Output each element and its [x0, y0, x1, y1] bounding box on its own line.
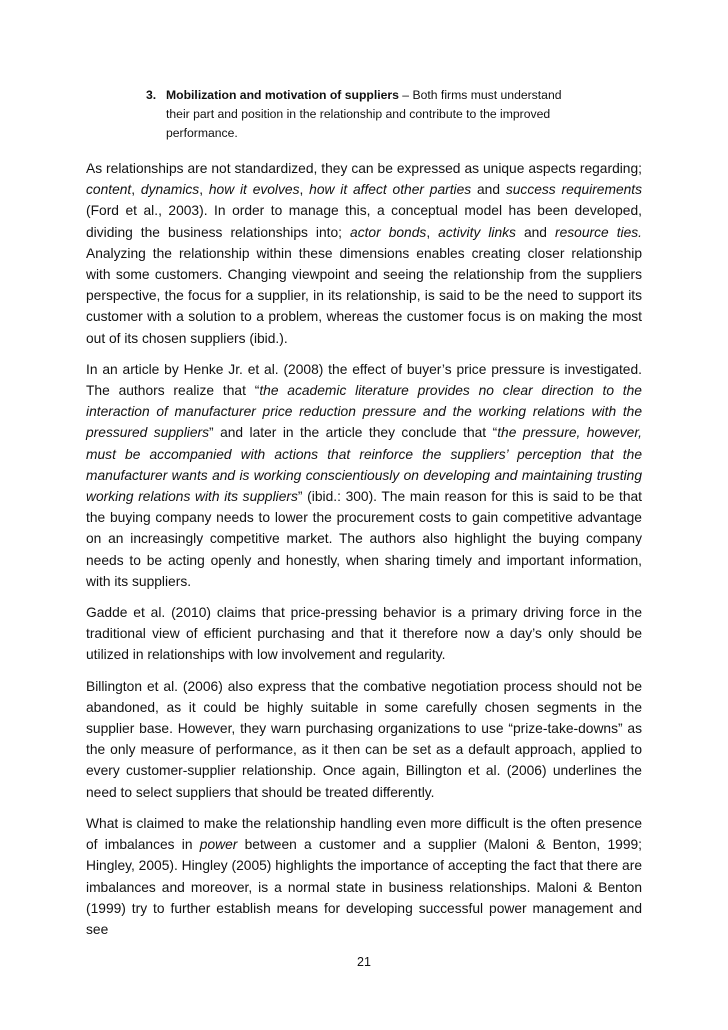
- italic-text: dynamics: [140, 182, 200, 198]
- paragraph: [86, 676, 642, 803]
- text-run: Gadde et al. (2010) claims that price-pressing behavior is a primary driving force in the traditional view of efficient purchasing and that it therefore now a day’s only should be utilized in relationships with low involvement and regularity.: [86, 605, 642, 663]
- italic-text: how it affect other parties: [309, 182, 472, 198]
- paragraph: [86, 158, 642, 349]
- text-run: What is claimed to make the relationship handling even more difficult is the often presence of imbalances in: [86, 815, 642, 853]
- numbered-list-item: [146, 86, 586, 143]
- italic-text: content: [86, 182, 132, 198]
- list-item-heading: Mobilization and motivation of suppliers: [166, 88, 399, 102]
- text-run: between a customer and a supplier (Maloni & Benton, 1999; Hingley, 2005). Hingley (2005) highlights the importance of accepting the fact that there are imbalances and moreover, is a normal state in business relationships. Maloni & Benton (1999) try to further establish means for developing successful power management and see: [86, 837, 642, 937]
- text-run: In an article by Henke Jr. et al. (2008) the effect of buyer’s price pressure is investigated. The authors realize that “: [86, 361, 642, 399]
- italic-text: how it evolves: [208, 182, 300, 198]
- paragraph: [86, 602, 642, 666]
- italic-text: resource ties.: [555, 224, 642, 240]
- italic-text: actor bonds: [350, 224, 427, 240]
- paragraph: [86, 359, 642, 592]
- text-run: and: [515, 224, 555, 240]
- italic-text: activity links: [438, 224, 516, 240]
- italic-text: power: [199, 837, 238, 853]
- text-run: ,: [131, 182, 141, 198]
- italic-text: the pressure, however, must be accompanied with actions that reinforce the suppliers’ perception that the manufacturer wants and is working conscientiously on developing and maintaining trusting working relations with its suppliers: [86, 425, 643, 505]
- list-number: 3.: [146, 88, 157, 102]
- text-run: ” (ibid.: 300). The main reason for this is said to be that the buying company needs to lower the procurement costs to gain competitive advantage on an increasingly competitive market. The authors also highlight the buying company needs to be acting openly and honestly, when sharing timely and important information, with its suppliers.: [86, 489, 642, 589]
- paragraph: [86, 813, 642, 940]
- text-run: ” and later in the article they conclude that “: [209, 425, 498, 441]
- italic-text: the academic literature provides no clear direction to the interaction of manufacturer price reduction pressure and the working relations with the pressured suppliers: [86, 383, 642, 441]
- list-item-body: [166, 86, 586, 143]
- text-run: As relationships are not standardized, they can be expressed as unique aspects regarding;: [86, 161, 642, 176]
- text-run: Analyzing the relationship within these dimensions enables creating closer relationship with some customers. Changing viewpoint and seeing the relationship from the suppliers perspective, the focus for a supplier, in its relationship, is said to be the need to support its customer with a solution to a problem, whereas the customer focus is on making the most out of its chosen suppliers (ibid.).: [86, 245, 642, 346]
- italic-text: success requirements: [505, 182, 643, 198]
- list-item-text: – Both firms must understand their part and position in the relationship and contribute to the improved performance.: [166, 88, 562, 140]
- text-run: (Ford et al., 2003). In order to manage this, a conceptual model has been developed, dividing the business relationships into;: [86, 203, 642, 240]
- text-run: ,: [426, 224, 439, 240]
- text-run: ,: [199, 182, 209, 198]
- text-run: ,: [299, 182, 310, 198]
- page-number: 21: [357, 955, 371, 969]
- text-run: Billington et al. (2006) also express that the combative negotiation process should not be abandoned, as it could be highly suitable in some carefully chosen segments in the supplier base. However, they warn purchasing organizations to use “prize-take-downs” as the only measure of performance, as it then can be set as a default approach, applied to every customer-supplier relationship. Once again, Billington et al. (2006) underlines the need to select suppliers that should be treated differently.: [86, 678, 642, 800]
- body-text: [86, 158, 642, 950]
- text-run: and: [471, 182, 506, 198]
